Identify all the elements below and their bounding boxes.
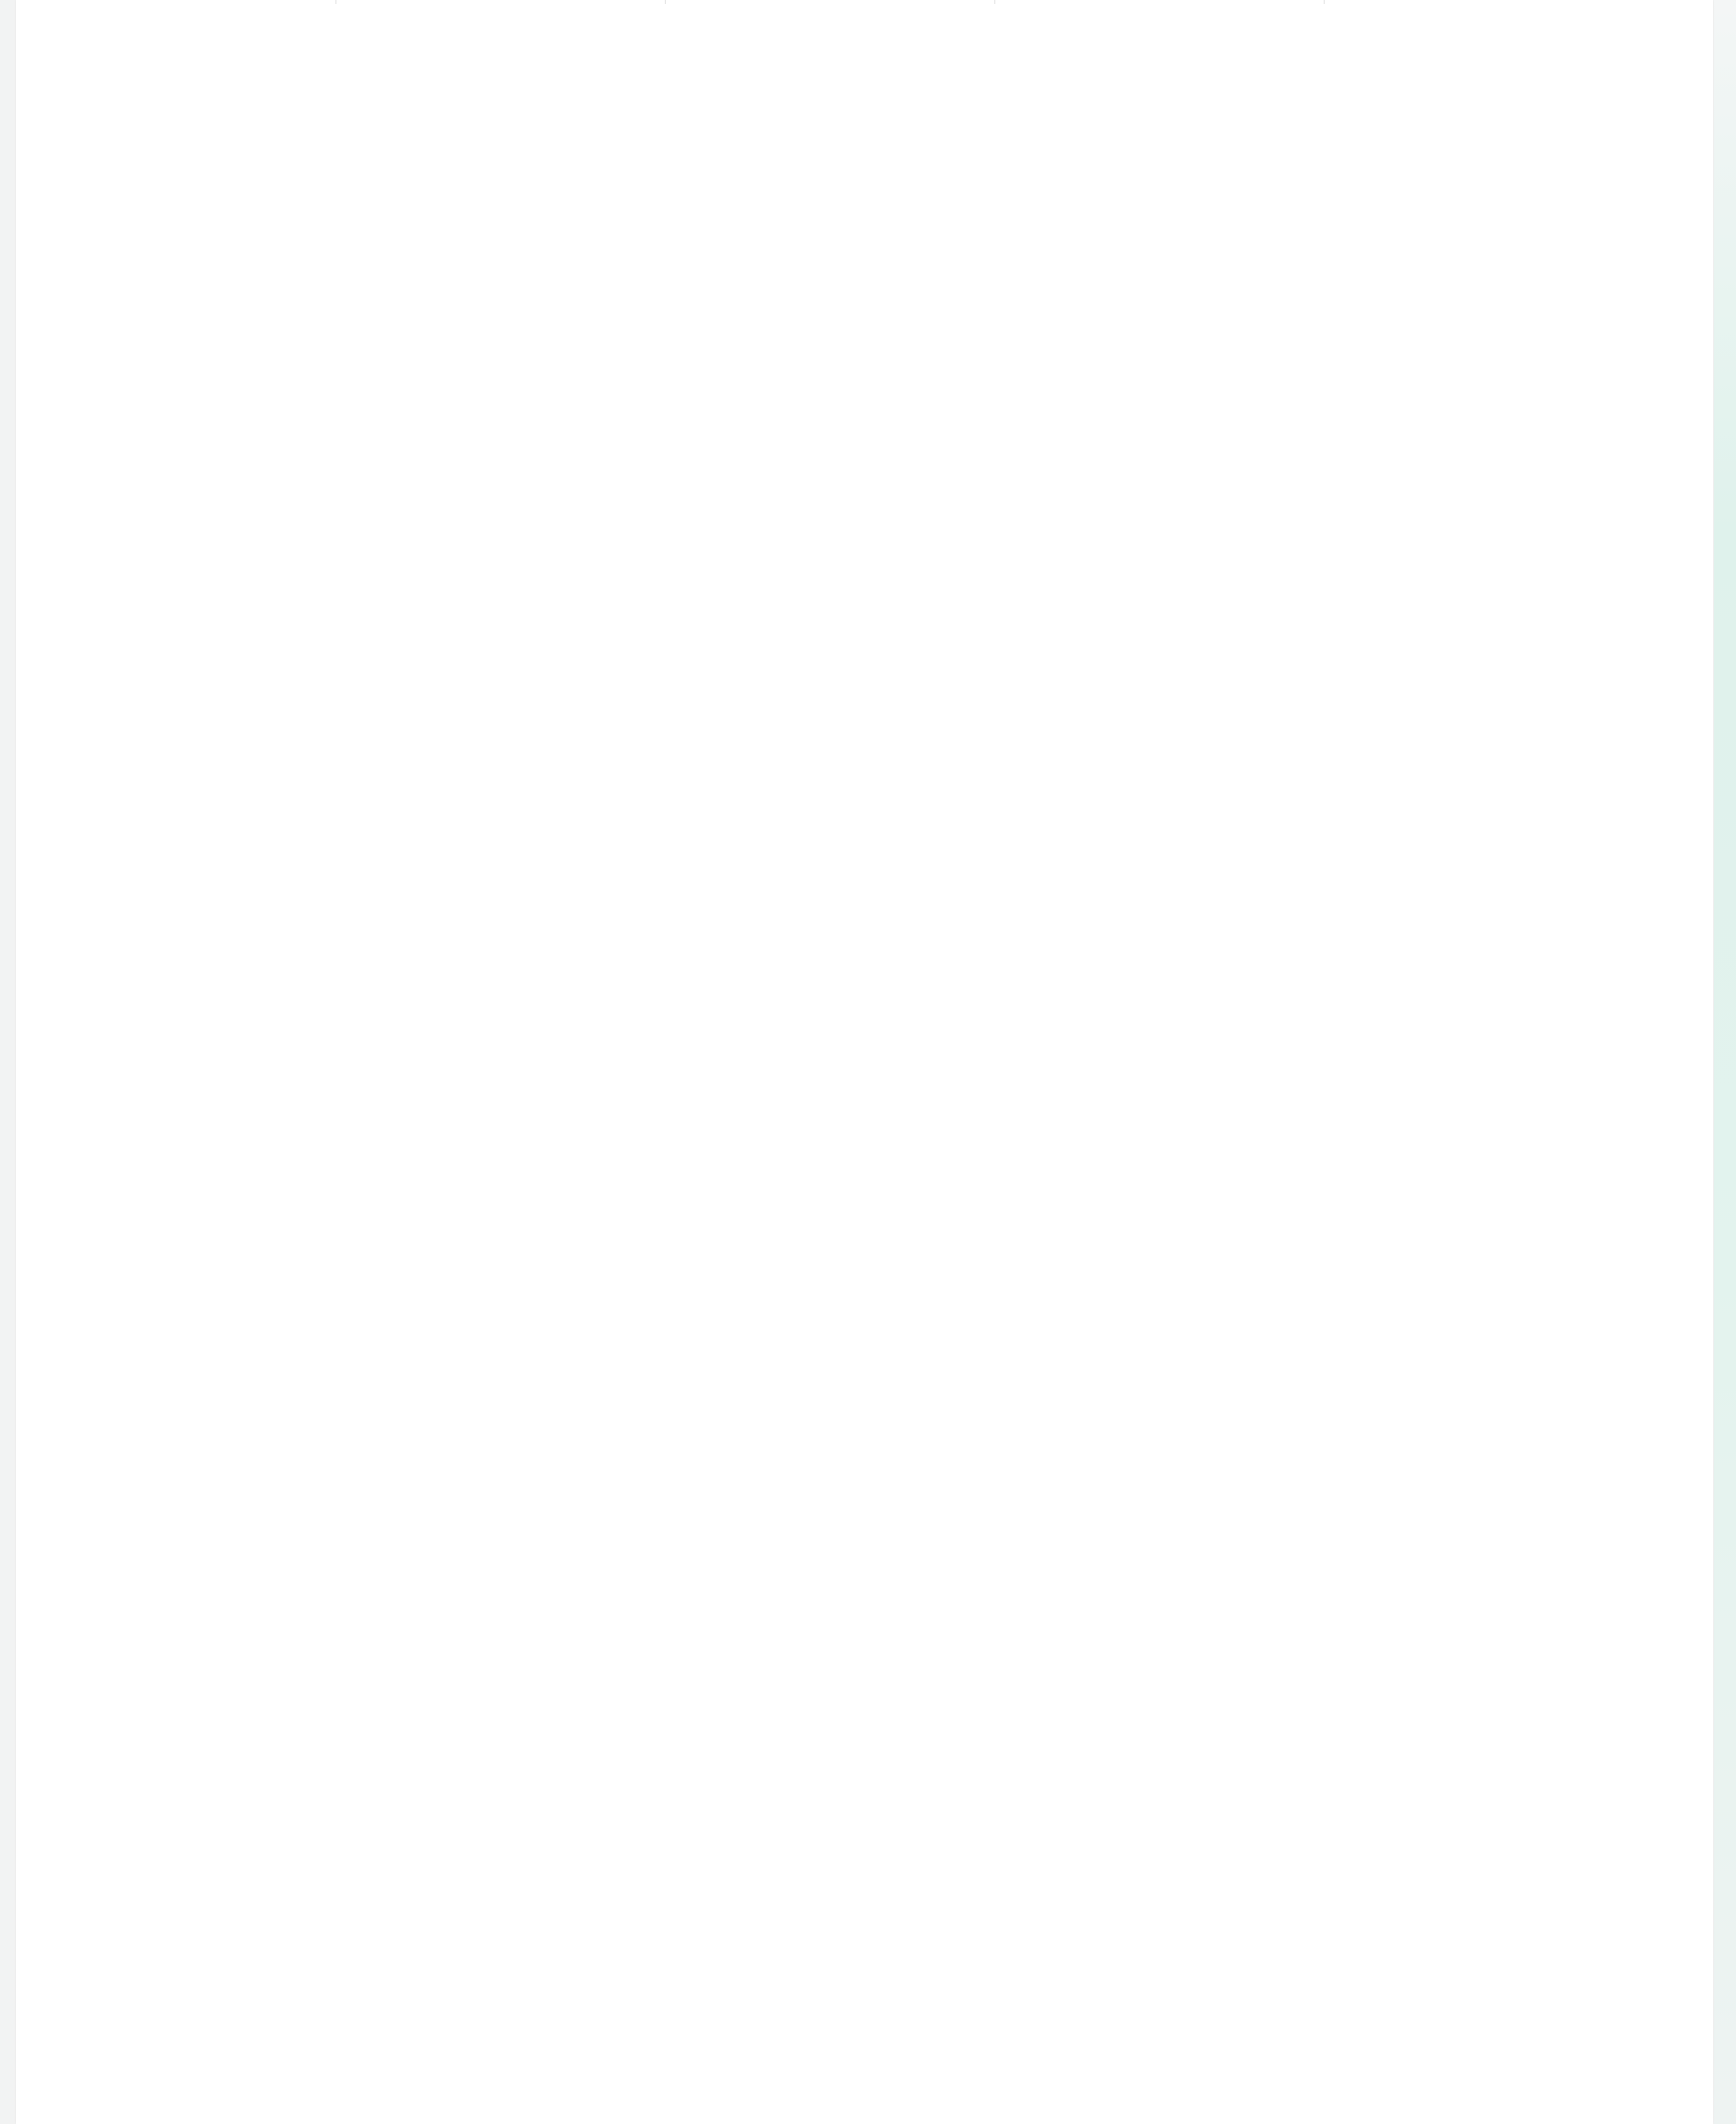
top-tab-remnants: [16, 0, 1713, 4]
curriculum-panel: [16, 0, 1713, 2124]
right-edge-gradient: [1714, 0, 1736, 2124]
